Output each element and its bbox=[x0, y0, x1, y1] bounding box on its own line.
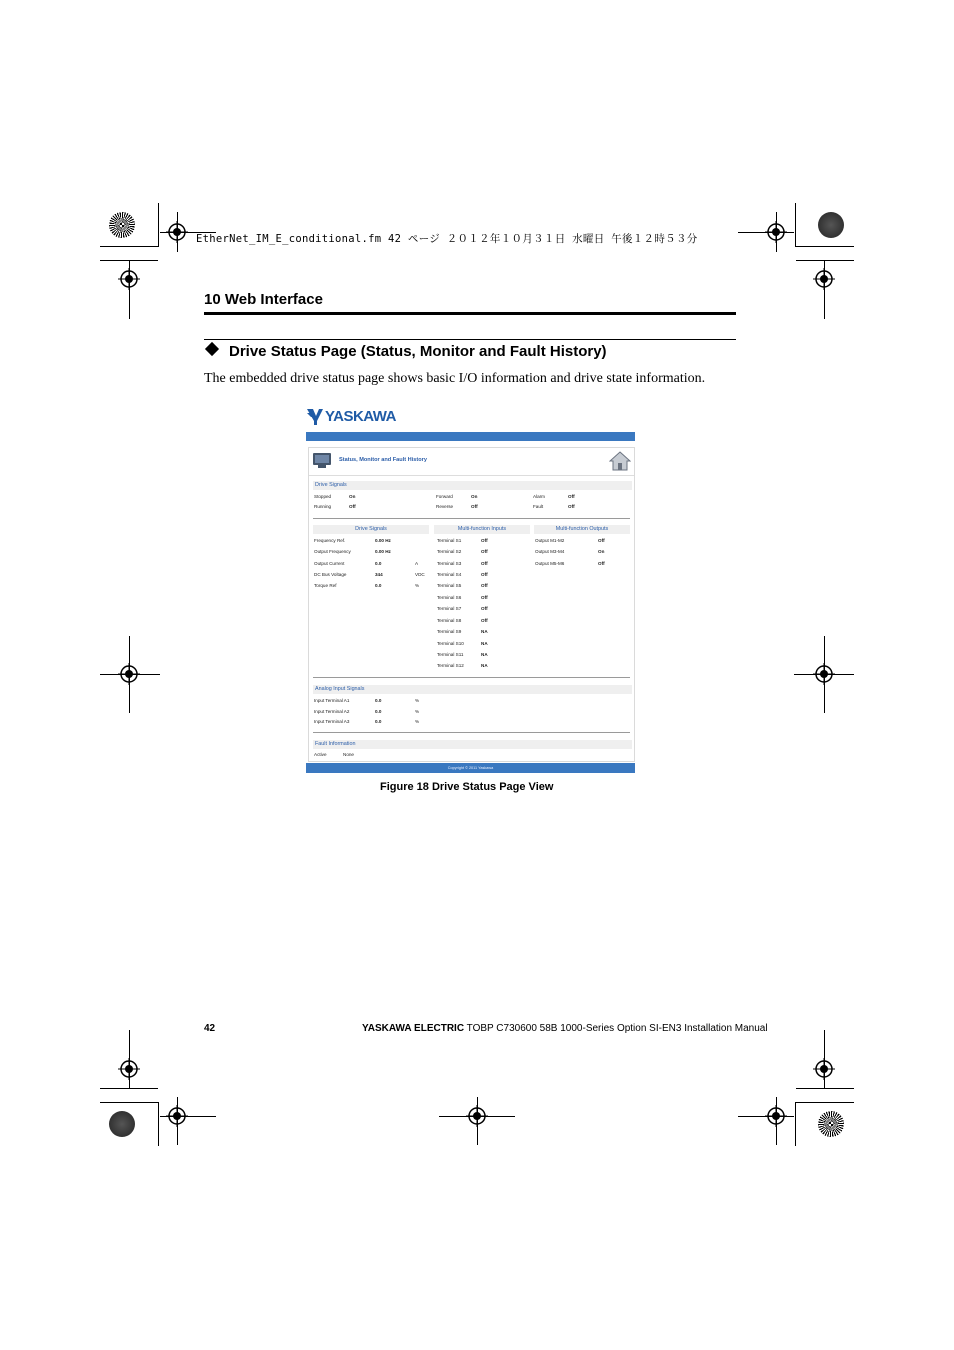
input-label: Terminal S10 bbox=[437, 641, 464, 646]
input-label: Terminal S5 bbox=[437, 583, 462, 588]
registration-mark-icon bbox=[466, 1105, 488, 1127]
registration-mark-icon bbox=[765, 1105, 787, 1127]
subsection-heading bbox=[204, 343, 607, 360]
divider bbox=[313, 518, 630, 519]
input-label: Terminal S7 bbox=[437, 606, 462, 611]
analog-value: 0.0 bbox=[375, 709, 382, 714]
gray-patch-icon bbox=[109, 1111, 135, 1137]
drive-value-label: Output Current bbox=[314, 561, 345, 566]
drive-value: 0.00 Hz bbox=[375, 549, 391, 554]
section-header: 10 Web Interface bbox=[204, 291, 323, 308]
logo-text: YASKAWA bbox=[325, 407, 396, 425]
drive-value-label: DC Bus Voltage bbox=[314, 572, 347, 577]
status-label: Reverse bbox=[436, 504, 454, 509]
analog-label: Input Terminal A3 bbox=[314, 719, 350, 724]
input-value: Off bbox=[481, 549, 488, 554]
starburst-target-icon bbox=[818, 1111, 844, 1137]
home-icon[interactable] bbox=[609, 451, 631, 471]
input-label: Terminal S3 bbox=[437, 561, 462, 566]
divider bbox=[313, 677, 630, 678]
analog-value: 0.0 bbox=[375, 698, 382, 703]
yaskawa-logo-icon bbox=[307, 407, 323, 425]
input-value: NA bbox=[481, 663, 488, 668]
status-value: Off bbox=[568, 494, 575, 499]
starburst-target-icon bbox=[109, 212, 135, 238]
drive-value-label: Torque Ref bbox=[314, 583, 337, 588]
status-label: Forward bbox=[436, 494, 453, 499]
status-value: Off bbox=[471, 504, 478, 509]
panel-title: Status, Monitor and Fault History bbox=[339, 457, 427, 463]
drive-value-label: Frequency Ref. bbox=[314, 538, 346, 543]
output-value: Off bbox=[598, 561, 605, 566]
input-value: NA bbox=[481, 652, 488, 657]
fault-header: Fault Information bbox=[313, 740, 632, 749]
gray-patch-icon bbox=[818, 212, 844, 238]
input-label: Terminal S8 bbox=[437, 618, 462, 623]
analog-label: Input Terminal A1 bbox=[314, 698, 350, 703]
col-header-drive-signals: Drive Signals bbox=[313, 525, 429, 534]
input-value: Off bbox=[481, 583, 488, 588]
input-value: Off bbox=[481, 618, 488, 623]
registration-mark-icon bbox=[118, 268, 140, 290]
panel-titlebar bbox=[309, 448, 634, 476]
input-value: Off bbox=[481, 595, 488, 600]
subhead-rule bbox=[204, 339, 736, 340]
drive-value: 0.00 Hz bbox=[375, 538, 391, 543]
status-label: Alarm bbox=[533, 494, 545, 499]
registration-mark-icon bbox=[118, 1058, 140, 1080]
intro-paragraph: The embedded drive status page shows basic I/O information and drive state information. bbox=[204, 371, 706, 386]
drive-status-screenshot bbox=[306, 401, 635, 773]
input-label: Terminal S4 bbox=[437, 572, 462, 577]
analog-label: Input Terminal A2 bbox=[314, 709, 350, 714]
status-value: On bbox=[471, 494, 478, 499]
analog-header: Analog Input Signals bbox=[313, 685, 632, 694]
drive-value-unit: % bbox=[415, 583, 420, 588]
analog-unit: % bbox=[415, 719, 420, 724]
status-panel bbox=[308, 447, 635, 762]
input-value: Off bbox=[481, 606, 488, 611]
header-rule bbox=[204, 312, 736, 315]
input-value: NA bbox=[481, 629, 488, 634]
divider bbox=[313, 732, 630, 733]
input-value: Off bbox=[481, 538, 488, 543]
input-value: Off bbox=[481, 561, 488, 566]
col-header-outputs: Multi-function Outputs bbox=[534, 525, 630, 534]
input-label: Terminal S11 bbox=[437, 652, 464, 657]
fault-value: None bbox=[343, 752, 354, 757]
output-value: Off bbox=[598, 538, 605, 543]
input-label: Terminal S1 bbox=[437, 538, 462, 543]
output-label: Output M3-M4 bbox=[535, 549, 565, 554]
registration-mark-icon bbox=[166, 1105, 188, 1127]
status-value: On bbox=[349, 494, 356, 499]
registration-mark-icon bbox=[813, 268, 835, 290]
drive-signals-header: Drive Signals bbox=[313, 481, 632, 490]
drive-value: 344 bbox=[375, 572, 383, 577]
page-number: 42 bbox=[204, 1023, 216, 1034]
file-slug: EtherNet_IM_E_conditional.fm 42 ページ ２０１２年１０月３１日 水曜日 午後１２時５３分 bbox=[196, 233, 698, 245]
registration-mark-icon bbox=[813, 663, 835, 685]
output-label: Output M5-M6 bbox=[535, 561, 565, 566]
input-value: NA bbox=[481, 641, 488, 646]
status-label: Fault bbox=[533, 504, 544, 509]
yaskawa-logo bbox=[307, 404, 396, 428]
analog-unit: % bbox=[415, 698, 420, 703]
drive-value-label: Output Frequency bbox=[314, 549, 351, 554]
registration-mark-icon bbox=[118, 663, 140, 685]
subsection-heading-text: Drive Status Page (Status, Monitor and Fault History) bbox=[229, 343, 607, 360]
input-label: Terminal S6 bbox=[437, 595, 462, 600]
output-value: On bbox=[598, 549, 605, 554]
drive-value-unit: VDC bbox=[415, 572, 425, 577]
drive-value: 0.0 bbox=[375, 583, 382, 588]
page-footer bbox=[362, 1023, 768, 1034]
input-value: Off bbox=[481, 572, 488, 577]
col-header-inputs: Multi-function Inputs bbox=[434, 525, 530, 534]
input-label: Terminal S9 bbox=[437, 629, 462, 634]
analog-unit: % bbox=[415, 709, 420, 714]
drive-value-unit: A bbox=[415, 561, 419, 566]
analog-value: 0.0 bbox=[375, 719, 382, 724]
status-value: Off bbox=[568, 504, 575, 509]
drive-value: 0.0 bbox=[375, 561, 382, 566]
footer-manual-title: TOBP C730600 58B 1000-Series Option SI-EN3 Installation Manual bbox=[464, 1023, 768, 1034]
registration-mark-icon bbox=[765, 221, 787, 243]
monitor-icon bbox=[312, 453, 332, 469]
status-label: Stopped bbox=[314, 494, 332, 499]
footer-brand: YASKAWA ELECTRIC bbox=[362, 1023, 465, 1034]
figure-caption: Figure 18 Drive Status Page View bbox=[380, 781, 554, 793]
output-label: Output M1-M2 bbox=[535, 538, 565, 543]
status-label: Running bbox=[314, 504, 332, 509]
registration-mark-icon bbox=[166, 221, 188, 243]
input-label: Terminal S12 bbox=[437, 663, 464, 668]
fault-label: Active bbox=[314, 752, 327, 757]
copyright-bar: Copyright © 2011 Yaskawa bbox=[306, 763, 635, 773]
top-bar bbox=[306, 432, 635, 441]
input-label: Terminal S2 bbox=[437, 549, 462, 554]
diamond-bullet-icon bbox=[205, 342, 219, 356]
status-value: Off bbox=[349, 504, 356, 509]
registration-mark-icon bbox=[813, 1058, 835, 1080]
